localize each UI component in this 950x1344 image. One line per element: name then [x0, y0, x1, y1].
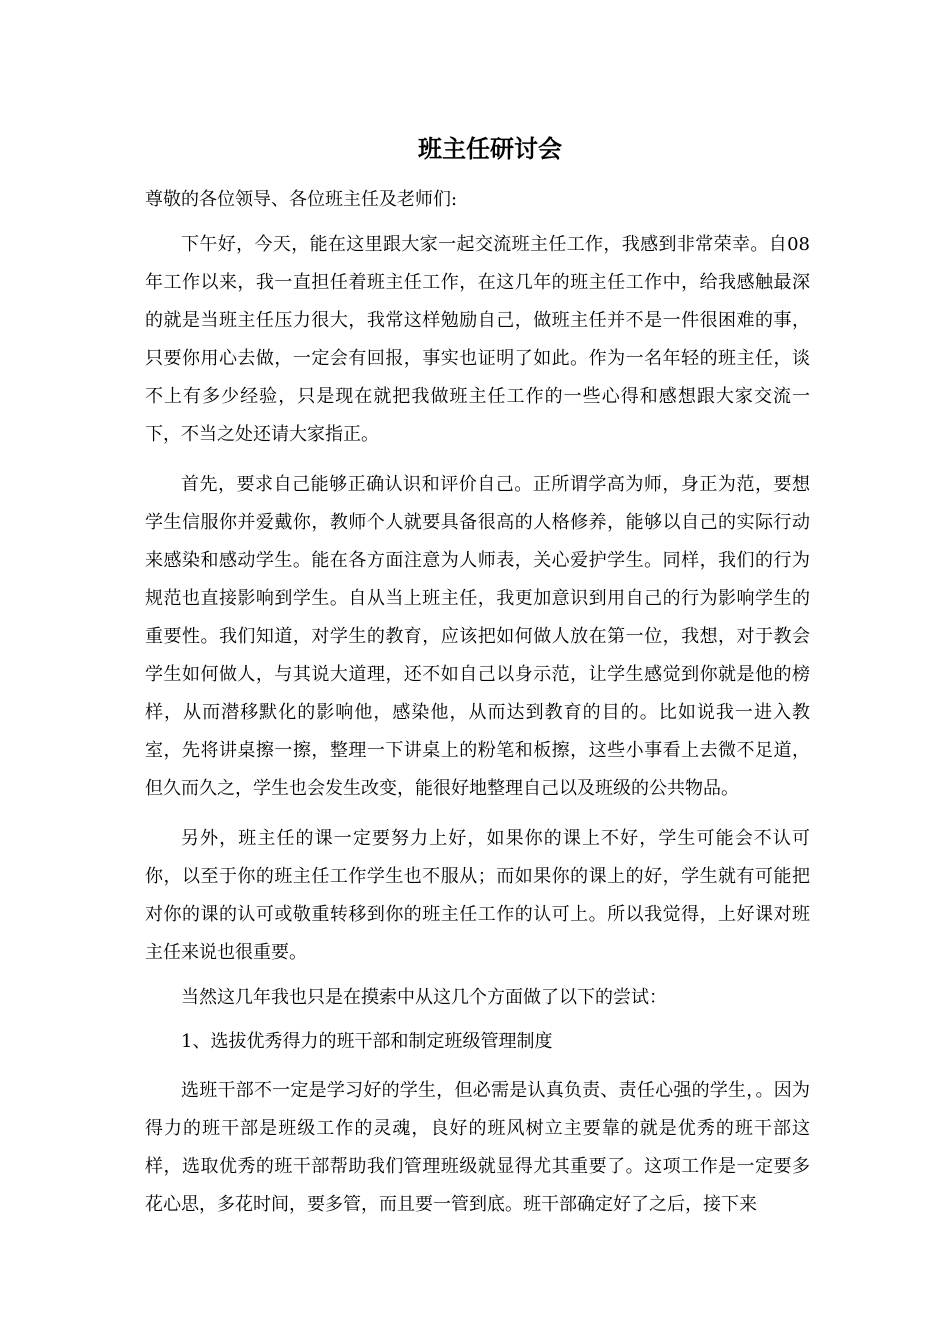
- paragraph-class-cadres: 选班干部不一定是学习好的学生，但必需是认真负责、责任心强的学生，。因为得力的班干部是班级工作的灵魂，良好的班风树立主要靠的就是优秀的班干部这样，选取优秀的班干部帮助我们管理班级就显得尤其重要了。这项工作是一定要多花心思，多花时间，要多管，而且要一管到底。班干部确定好了之后，接下来: [145, 1080, 810, 1215]
- document-title: 班主任研讨会: [418, 134, 562, 163]
- paragraph-attempts-intro: 当然这几年我也只是在摸索中从这几个方面做了以下的尝试：: [181, 987, 667, 1008]
- salutation: 尊敬的各位领导、各位班主任及老师们:: [145, 189, 458, 210]
- document-body: [145, 186, 810, 1236]
- section-heading-class-cadres: 1、选拔优秀得力的班干部和制定班级管理制度: [181, 1031, 553, 1052]
- paragraph-greeting: 下午好，今天，能在这里跟大家一起交流班主任工作，我感到非常荣幸。自08年工作以来，我一直担任着班主任工作，在这几年的班主任工作中，给我感触最深的就是当班主任压力很大，我常这样勉励自己，做班主任并不是一件很困难的事，只要你用心去做，一定会有回报，事实也证明了如此。作为一名年轻的班主任，谈不上有多少经验，只是现在就把我做班主任工作的一些心得和感想跟大家交流一下，不当之处还请大家指正。: [145, 234, 810, 445]
- paragraph-self-evaluation: 首先，要求自己能够正确认识和评价自己。正所谓学高为师，身正为范，要想学生信服你并爱戴你，教师个人就要具备很高的人格修养，能够以自己的实际行动来感染和感动学生。能在各方面注意为人师表，关心爱护学生。同样，我们的行为规范也直接影响到学生。自从当上班主任，我更加意识到用自己的行为影响学生的重要性。我们知道，对学生的教育，应该把如何做人放在第一位，我想，对于教会学生如何做人，与其说大道理，还不如自己以身示范，让学生感觉到你就是他的榜样，从而潜移默化的影响他，感染他，从而达到教育的目的。比如说我一进入教室，先将讲桌擦一擦，整理一下讲桌上的粉笔和板擦，这些小事看上去微不足道，但久而久之，学生也会发生改变，能很好地整理自己以及班级的公共物品。: [145, 474, 810, 799]
- paragraph-teaching-quality: 另外，班主任的课一定要努力上好，如果你的课上不好，学生可能会不认可你，以至于你的班主任工作学生也不服从；而如果你的课上的好，学生就有可能把对你的课的认可或敬重转移到你的班主任工作的认可上。所以我觉得，上好课对班主任来说也很重要。: [145, 828, 810, 963]
